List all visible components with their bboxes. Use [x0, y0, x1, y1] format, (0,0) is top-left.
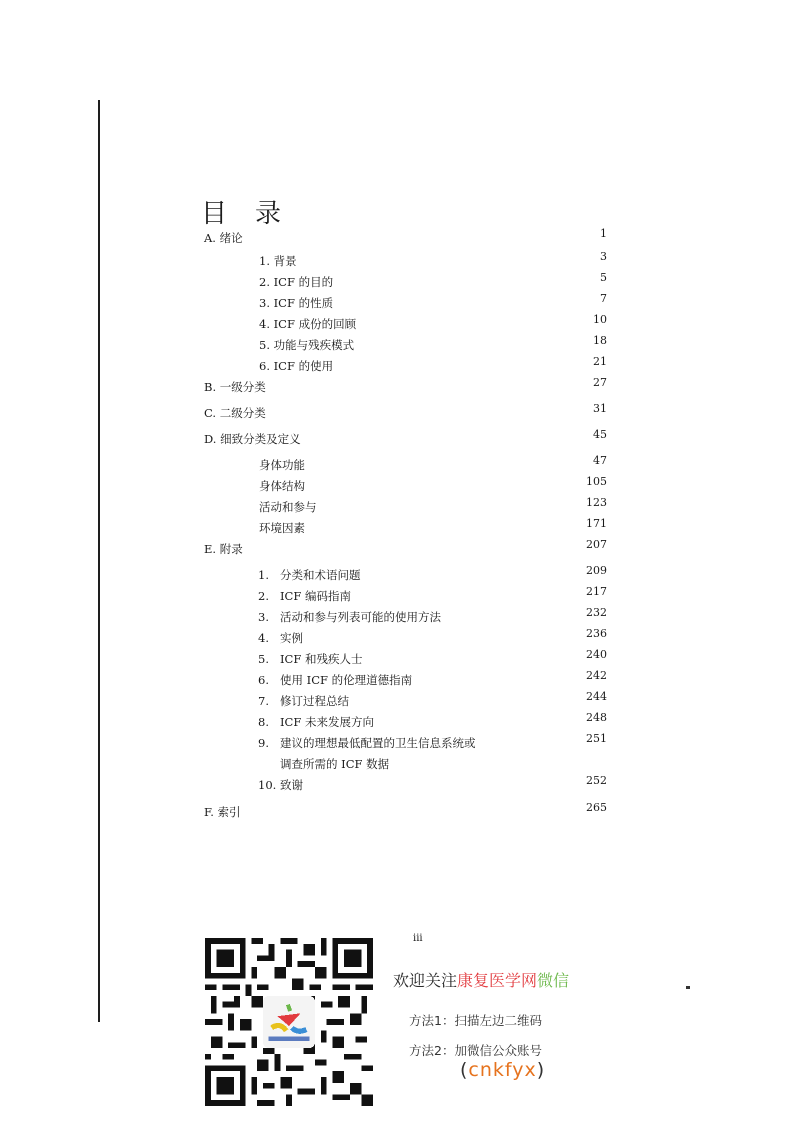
toc-entry[interactable]	[0, 456, 793, 474]
toc-label: F. 索引	[204, 805, 241, 819]
paren-close: )	[536, 1059, 546, 1081]
toc-page-number: 105	[586, 475, 607, 488]
toc-entry[interactable]	[0, 540, 793, 558]
page-title	[201, 193, 283, 230]
toc-index: 8.	[258, 715, 269, 729]
toc-page-number: 242	[586, 669, 607, 682]
toc-page-number: 18	[593, 334, 607, 347]
promo-headline-prefix: 欢迎关注	[393, 971, 458, 990]
toc-label: ICF 编码指南	[280, 589, 351, 603]
promo-wechat-label: 微信	[537, 971, 570, 990]
toc-page-number: 252	[586, 774, 607, 787]
toc-label: 活动和参与列表可能的使用方法	[280, 610, 441, 624]
toc-index: 7.	[258, 694, 269, 708]
toc-index: 2.	[258, 589, 269, 603]
toc-page-number: 27	[593, 376, 607, 389]
toc-label: 建议的理想最低配置的卫生信息系统或	[280, 736, 476, 750]
toc-page-number: 207	[586, 538, 607, 551]
toc-page-number: 244	[586, 690, 607, 703]
toc-label: 致谢	[280, 778, 303, 792]
toc-label: 2. ICF 的目的	[259, 275, 334, 289]
scan-speck	[686, 986, 690, 989]
toc-page-number: 47	[593, 454, 607, 467]
toc-page-number: 10	[593, 313, 607, 326]
toc-label: 修订过程总结	[280, 694, 349, 708]
toc-entry[interactable]	[0, 294, 793, 312]
toc-label: 5. 功能与残疾模式	[259, 338, 355, 352]
toc-index: 6.	[258, 673, 269, 687]
toc-entry[interactable]	[0, 229, 793, 247]
toc-entry[interactable]	[0, 252, 793, 270]
toc-label: 3. ICF 的性质	[259, 296, 334, 310]
toc-label: D. 细致分类及定义	[204, 432, 301, 446]
toc-label: 4. ICF 成份的回顾	[259, 317, 357, 331]
toc-label: A. 绪论	[204, 231, 243, 245]
toc-page-number: 5	[600, 271, 607, 284]
qr-code-icon[interactable]	[203, 938, 375, 1106]
promo-method-2: 方法2：加微信公众账号	[409, 1043, 542, 1058]
title-char-1: 目	[201, 199, 230, 230]
promo-headline	[393, 968, 569, 991]
kangfu-logo-icon	[263, 996, 315, 1048]
toc-entry[interactable]	[0, 498, 793, 516]
toc-index: 4.	[258, 631, 269, 645]
promo-method-1: 方法1：扫描左边二维码	[409, 1013, 542, 1028]
toc-index: 1.	[258, 568, 269, 582]
toc-entry[interactable]	[0, 650, 793, 668]
toc-label: E. 附录	[204, 542, 243, 556]
toc-index: 9.	[258, 736, 269, 750]
toc-page-number: 236	[586, 627, 607, 640]
toc-label: C. 二级分类	[204, 406, 266, 420]
toc-page-number: 31	[593, 402, 607, 415]
toc-label: 调查所需的 ICF 数据	[280, 757, 390, 771]
toc-page-number: 265	[586, 801, 607, 814]
toc-page-number: 45	[593, 428, 607, 441]
toc-page-number: 240	[586, 648, 607, 661]
toc-entry[interactable]	[0, 692, 793, 710]
toc-entry[interactable]	[0, 336, 793, 354]
toc-label: 身体结构	[259, 479, 305, 493]
promo-brand-name: 康复医学网	[457, 971, 538, 990]
toc-page-number: 209	[586, 564, 607, 577]
toc-label: 环境因素	[259, 521, 305, 535]
toc-index: 5.	[258, 652, 269, 666]
toc-entry[interactable]	[0, 519, 793, 537]
toc-page-number: 217	[586, 585, 607, 598]
toc-entry[interactable]	[0, 378, 793, 396]
paren-open: (	[460, 1059, 469, 1081]
toc-label: B. 一级分类	[204, 380, 266, 394]
toc-index: 10.	[258, 778, 277, 792]
toc-entry[interactable]	[0, 776, 793, 794]
toc-label: 活动和参与	[259, 500, 317, 514]
toc-label: 6. ICF 的使用	[259, 359, 334, 373]
toc-label: 分类和术语问题	[280, 568, 361, 582]
toc-entry[interactable]	[0, 608, 793, 626]
toc-label: ICF 未来发展方向	[280, 715, 374, 729]
toc-entry[interactable]	[0, 273, 793, 291]
toc-entry[interactable]	[0, 315, 793, 333]
toc-entry[interactable]	[0, 430, 793, 448]
title-char-2: 录	[255, 199, 284, 230]
toc-entry[interactable]	[0, 671, 793, 689]
toc-label: 身体功能	[259, 458, 305, 472]
page-number-folio: iii	[413, 933, 423, 944]
toc-page-number: 3	[600, 250, 607, 263]
toc-page-number: 171	[586, 517, 607, 530]
toc-label: 实例	[280, 631, 303, 645]
toc-entry-continuation	[0, 755, 793, 773]
toc-page-number: 232	[586, 606, 607, 619]
toc-index: 3.	[258, 610, 269, 624]
toc-page-number: 21	[593, 355, 607, 368]
toc-page-number: 123	[586, 496, 607, 509]
toc-page-number: 7	[600, 292, 607, 305]
toc-entry[interactable]	[0, 404, 793, 422]
toc-entry[interactable]	[0, 629, 793, 647]
toc-entry[interactable]	[0, 477, 793, 495]
wechat-promo	[393, 968, 570, 1081]
promo-account	[460, 1059, 545, 1081]
toc-entry[interactable]	[0, 566, 793, 584]
toc-entry[interactable]	[0, 357, 793, 375]
toc-label: 使用 ICF 的伦理道德指南	[280, 673, 413, 687]
toc-entry[interactable]	[0, 803, 793, 821]
toc-page-number: 251	[586, 732, 607, 745]
toc-page-number: 1	[600, 227, 607, 240]
toc-label: 1. 背景	[259, 254, 297, 268]
toc-page-number: 248	[586, 711, 607, 724]
promo-account-id: cnkfyx	[468, 1059, 537, 1081]
toc-entry[interactable]	[0, 734, 793, 752]
toc-label: ICF 和残疾人士	[280, 652, 363, 666]
toc-entry[interactable]	[0, 713, 793, 731]
toc-entry[interactable]	[0, 587, 793, 605]
